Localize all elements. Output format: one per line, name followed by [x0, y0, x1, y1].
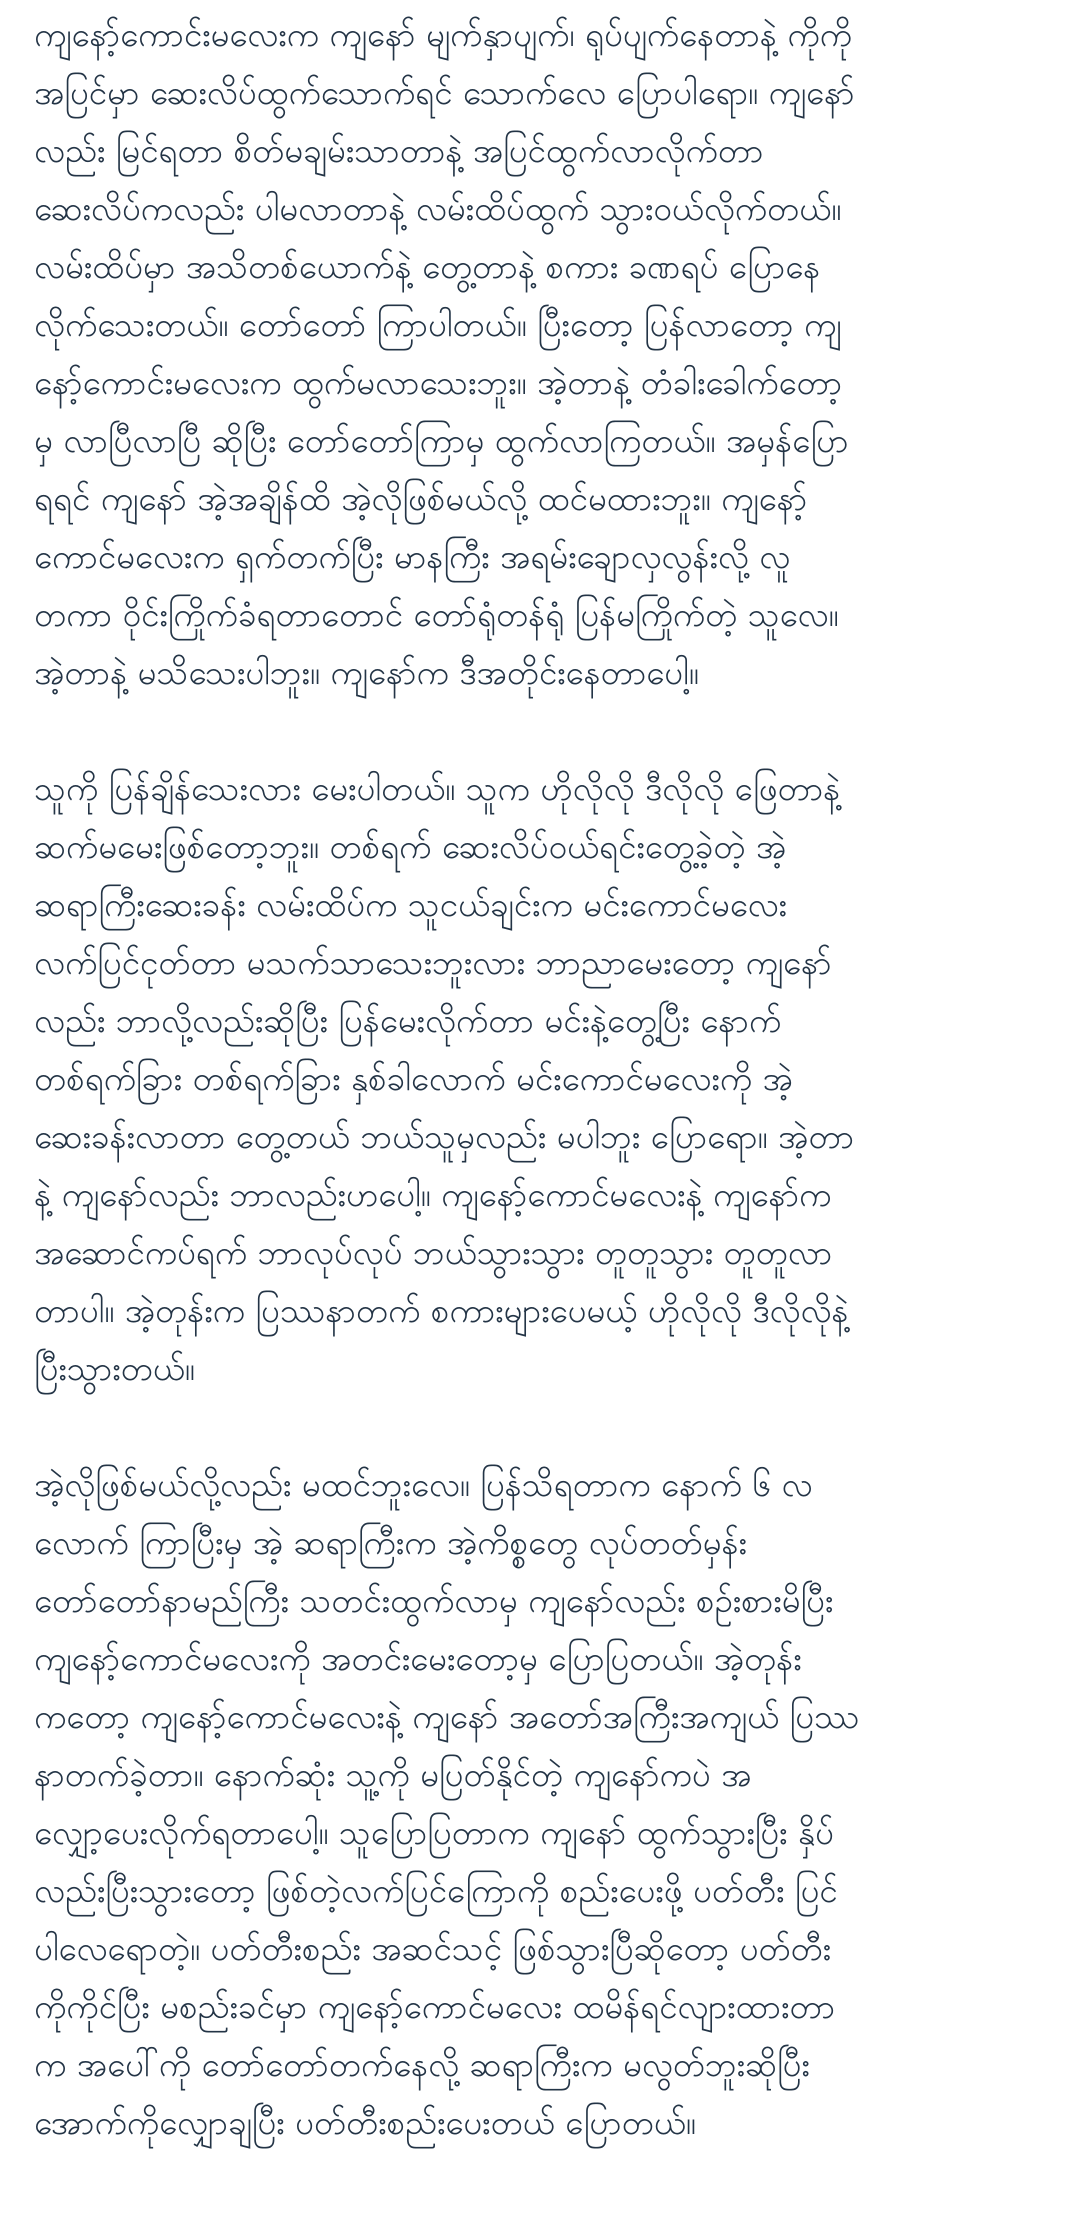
text-line: လည်း မြင်ရတာ စိတ်မချမ်းသာတာနဲ့ အပြင်ထွက်လာလိုက်တာ	[34, 131, 764, 170]
text-line: နော့်ကောင်းမလေးက ထွက်မလာသေးဘူး။ အဲ့တာနဲ့ တံခါးခေါက်တော့	[34, 363, 843, 402]
text-line: သူကို ပြန်ချိန်သေးလား မေးပါတယ်။ သူက ဟိုလိုလို ဒီလိုလို ဖြေတာနဲ့	[34, 769, 841, 808]
text-line: ကိုကိုင်ပြီး မစည်းခင်မှာ ကျနော့်ကောင်မလေး ထမိန်ရင်လျားထားတာ	[34, 1987, 836, 2026]
text-line: ဆရာကြီးဆေးခန်း လမ်းထိပ်က သူငယ်ချင်းက မင်းကောင်မလေး	[34, 885, 787, 924]
text-line: ကောင်မလေးက ရှက်တက်ပြီး မာနကြီး အရမ်းချောလှလွန်းလို့ လူ	[34, 537, 791, 576]
text-line: တကာ ဝိုင်းကြိုက်ခံရတာတောင် တော်ရုံတန်ရုံ ပြန်မကြိုက်တဲ့ သူလေ။	[34, 595, 839, 634]
text-line: ပြီးသွားတယ်။	[34, 1349, 195, 1388]
text-line: ကျနော့်ကောင်မလေးကို အတင်းမေးတော့မှ ပြောပြတယ်။ အဲ့တုန်း	[34, 1639, 802, 1678]
paragraph-2	[34, 760, 1046, 1398]
paragraph-1	[34, 6, 1046, 702]
text-line: လျှော့ပေးလိုက်ရတာပေါ့။ သူပြောပြတာက ကျနော် ထွက်သွားပြီး နှိပ်	[34, 1813, 834, 1852]
text-line: အပြင်မှာ ဆေးလိပ်ထွက်သောက်ရင် သောက်လေ ပြောပါရော။ ကျနော်	[34, 73, 855, 112]
paragraph-3	[34, 1456, 1046, 2152]
text-line: ကျနော့်ကောင်းမလေးက ကျနော် မျက်နှာပျက်၊ ရုပ်ပျက်နေတာနဲ့ ကိုကို	[34, 15, 852, 54]
text-line: လောက် ကြာပြီးမှ အဲ့ ဆရာကြီးက အဲ့ကိစ္စတွေ လုပ်တတ်မှန်း	[34, 1523, 747, 1562]
text-line: က အပေါ်ကို တော်တော်တက်နေလို့ ဆရာကြီးက မလွတ်ဘူးဆိုပြီး	[34, 2045, 810, 2084]
text-line: အောက်ကိုလျှောချပြီး ပတ်တီးစည်းပေးတယ် ပြောတယ်။	[34, 2103, 696, 2142]
text-line: နဲ့ ကျနော်လည်း ဘာလည်းဟပေါ့။ ကျနော့်ကောင်မလေးနဲ့ ကျနော်က	[34, 1175, 832, 1214]
text-line: လမ်းထိပ်မှာ အသိတစ်ယောက်နဲ့ တွေ့တာနဲ့ စကား ခဏရပ် ပြောနေ	[34, 247, 821, 286]
text-line: ရရင် ကျနော် အဲ့အချိန်ထိ အဲ့လိုဖြစ်မယ်လို့ ထင်မထားဘူး။ ကျနော့်	[34, 479, 808, 518]
text-line: နာတက်ခဲ့တာ။ နောက်ဆုံး သူ့ကို မပြတ်နိုင်တဲ့ ကျနော်ကပဲ အ	[34, 1755, 752, 1794]
text-line: ဆက်မမေးဖြစ်တော့ဘူး။ တစ်ရက် ဆေးလိပ်ဝယ်ရင်းတွေ့ခဲ့တဲ့ အဲ့	[34, 827, 787, 866]
text-line: မှ လာပြီလာပြီ ဆိုပြီး တော်တော်ကြာမှ ထွက်လာကြတယ်။ အမှန်ပြော	[34, 421, 849, 460]
text-line: လိုက်သေးတယ်။ တော်တော် ကြာပါတယ်။ ပြီးတော့ ပြန်လာတော့ ကျ	[34, 305, 842, 344]
text-line: ဆေးခန်းလာတာ တွေ့တယ် ဘယ်သူမှလည်း မပါဘူး ပြောရော။ အဲ့တာ	[34, 1117, 855, 1156]
text-line: အဲ့တာနဲ့ မသိသေးပါဘူး။ ကျနော်က ဒီအတိုင်းနေတာပေါ့။	[34, 653, 699, 692]
text-line: အဆောင်ကပ်ရက် ဘာလုပ်လုပ် ဘယ်သွားသွား တူတူသွား တူတူလာ	[34, 1233, 833, 1272]
text-line: တာပါ။ အဲ့တုန်းက ပြဿနာတက် စကားများပေမယ့် ဟိုလိုလို ဒီလိုလိုနဲ့	[34, 1291, 849, 1330]
text-line: ကတော့ ကျနော့်ကောင်မလေးနဲ့ ကျနော် အတော်အကြီးအကျယ် ပြဿ	[34, 1697, 860, 1736]
text-line: လည်းပြီးသွားတော့ ဖြစ်တဲ့လက်ပြင်ကြောကို စည်းပေးဖို့ ပတ်တီး ပြင်	[34, 1871, 838, 1910]
text-line: ဆေးလိပ်ကလည်း ပါမလာတာနဲ့ လမ်းထိပ်ထွက် သွားဝယ်လိုက်တယ်။	[34, 189, 842, 228]
text-line: ပါလေရောတဲ့။ ပတ်တီးစည်း အဆင်သင့် ဖြစ်သွားပြီဆိုတော့ ပတ်တီး	[34, 1929, 832, 1968]
text-line: တော်တော်နာမည်ကြီး သတင်းထွက်လာမှ ကျနော်လည်း စဉ်းစားမိပြီး	[34, 1581, 834, 1620]
text-line: အဲ့လိုဖြစ်မယ်လို့လည်း မထင်ဘူးလေ။ ပြန်သိရတာက နောက် ၆ လ	[34, 1465, 813, 1504]
text-line: လည်း ဘာလို့လည်းဆိုပြီး ပြန်မေးလိုက်တာ မင်းနဲ့တွေ့ပြီး နောက်	[34, 1001, 782, 1040]
text-line: တစ်ရက်ခြား တစ်ရက်ခြား နှစ်ခါလောက် မင်းကောင်မလေးကို အဲ့	[34, 1059, 793, 1098]
text-line: လက်ပြင်ငုတ်တာ မသက်သာသေးဘူးလား ဘာညာမေးတော့ ကျနော်	[34, 943, 832, 982]
